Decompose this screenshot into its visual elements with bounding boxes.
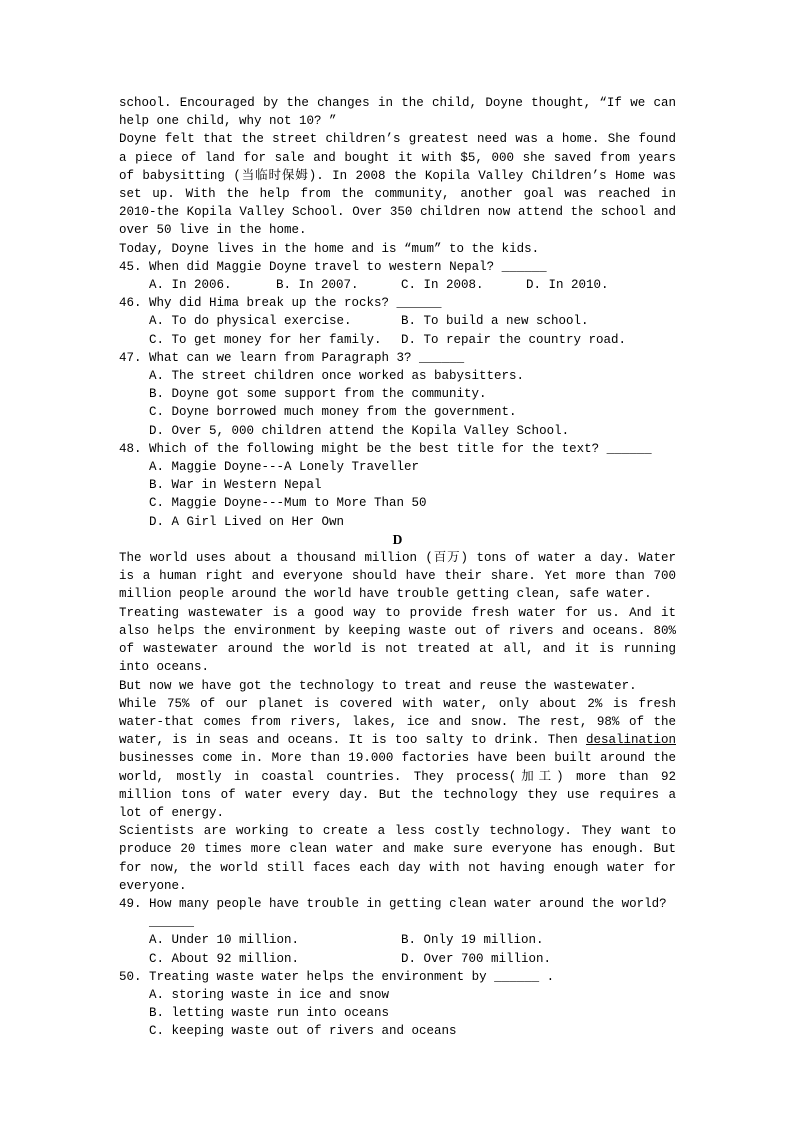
option-C: C. About 92 million.	[149, 951, 300, 966]
option-A: A. In 2006.	[149, 278, 232, 293]
text-segment: Treating wastewater is a good way to provide fresh water for us. And it also helps the environment by keeping waste out of rivers and oceans. 80% of wastewater around the world is not treated at all, and it is running into oceans.	[119, 605, 676, 675]
question-number: 50.	[119, 969, 142, 984]
passage-paragraph	[119, 549, 676, 604]
options	[149, 931, 676, 967]
question-stem	[119, 258, 676, 276]
passage-paragraph	[119, 822, 676, 895]
question-text: How many people have trouble in getting clean water around the world?	[149, 896, 667, 911]
option-C: C. In 2008.	[401, 278, 484, 293]
question-text: What can we learn from Paragraph 3? ______	[149, 350, 465, 365]
text-segment: The world uses about a thousand million (百万) tons of water a day. Water is a human right and everyone should have their share. Yet more than 700 million people around the world have trouble getting clean, safe water.	[119, 551, 676, 602]
text-segment: But now we have got the technology to treat and reuse the wastewater.	[119, 678, 637, 693]
question-text: Treating waste water helps the environment by ______ .	[149, 969, 555, 984]
text-segment: While 75% of our planet is covered with water, only about 2% is fresh water-that comes from rivers, lakes, ice and snow. The rest, 98% of the water, is in seas and oceans. It is too salty to drink. Then	[119, 696, 676, 748]
document-root	[119, 94, 676, 1041]
option-D: D. Over 700 million.	[401, 951, 552, 966]
option-B: B. Only 19 million.	[401, 933, 544, 948]
question-text: When did Maggie Doyne travel to western Nepal? ______	[149, 259, 547, 274]
options	[119, 986, 676, 1041]
passage-paragraph	[119, 677, 676, 695]
section-heading: D	[392, 531, 403, 547]
question-stem	[119, 895, 676, 913]
question-number: 47.	[119, 350, 142, 365]
text-segment: Scientists are working to create a less costly technology. They want to produce 20 times more clean water and make sure everyone has enough. But for now, the world still faces each day with not having enough water for everyone.	[119, 824, 676, 893]
option-A: A. Maggie Doyne---A Lonely Traveller	[149, 460, 420, 475]
answer-blank: ______	[149, 915, 195, 930]
question-49	[119, 895, 676, 968]
text-segment: school. Encouraged by the changes in the child, Doyne thought, “If we can help one child, why not 10? ”	[119, 96, 676, 129]
text-segment: businesses come in. More than 19.000 factories have been built around the world, mostly in coastal countries. They process(加工) more than 92 million tons of water every day. But the technology they use requires a lot of energy.	[119, 751, 676, 820]
option-D: D. To repair the country road.	[401, 332, 627, 347]
text-segment: Doyne felt that the street children’s greatest need was a home. She found a piece of land for sale and bought it with $5, 000 she saved from years of babysitting (当临时保姆). In 2008 the Kopila Valley Children’s Home was set up. With the help from the community, another goal was reached in 2010-the Kopila Valley School. Over 350 children now attend the school and over 50 live in the home.	[119, 132, 676, 238]
option-B: B. letting waste run into oceans	[149, 1006, 390, 1021]
options	[119, 367, 676, 440]
question-50	[119, 968, 676, 1041]
passage-paragraph	[119, 240, 676, 258]
question-47	[119, 349, 676, 440]
options	[119, 458, 676, 531]
option-B: B. In 2007.	[276, 278, 359, 293]
question-number: 45.	[119, 259, 142, 274]
option-A: A. The street children once worked as babysitters.	[149, 369, 525, 384]
text-segment: Today, Doyne lives in the home and is “mum” to the kids.	[119, 241, 540, 256]
option-B: B. War in Western Nepal	[149, 478, 322, 493]
option-B: B. To build a new school.	[401, 314, 589, 329]
question-number: 49.	[119, 896, 142, 911]
option-D: D. Over 5, 000 children attend the Kopila Valley School.	[149, 423, 570, 438]
passage-paragraph	[119, 604, 676, 677]
option-D: D. In 2010.	[526, 278, 609, 293]
option-C: C. Doyne borrowed much money from the government.	[149, 405, 517, 420]
passage-paragraph	[119, 695, 676, 822]
question-46	[119, 294, 676, 349]
option-A: A. To do physical exercise.	[149, 314, 352, 329]
question-48	[119, 440, 676, 531]
question-text: Why did Hima break up the rocks? ______	[149, 296, 442, 311]
option-B: B. Doyne got some support from the community.	[149, 387, 487, 402]
option-C: C. keeping waste out of rivers and oceans	[149, 1024, 457, 1039]
option-C: C. Maggie Doyne---Mum to More Than 50	[149, 496, 427, 511]
options	[149, 276, 676, 294]
question-stem	[119, 968, 676, 986]
underlined-term: desalination	[585, 733, 676, 748]
question-stem	[119, 440, 676, 458]
option-A: A. Under 10 million.	[149, 933, 300, 948]
option-A: A. storing waste in ice and snow	[149, 987, 390, 1002]
question-45	[119, 258, 676, 294]
options	[149, 312, 676, 348]
passage-paragraph	[119, 94, 676, 130]
option-C: C. To get money for her family.	[149, 332, 382, 347]
question-number: 48.	[119, 441, 142, 456]
option-D: D. A Girl Lived on Her Own	[149, 514, 345, 529]
question-stem	[119, 349, 676, 367]
question-text: Which of the following might be the best title for the text? ______	[149, 441, 652, 456]
passage-paragraph	[119, 130, 676, 239]
question-number: 46.	[119, 296, 142, 311]
question-stem	[119, 294, 676, 312]
